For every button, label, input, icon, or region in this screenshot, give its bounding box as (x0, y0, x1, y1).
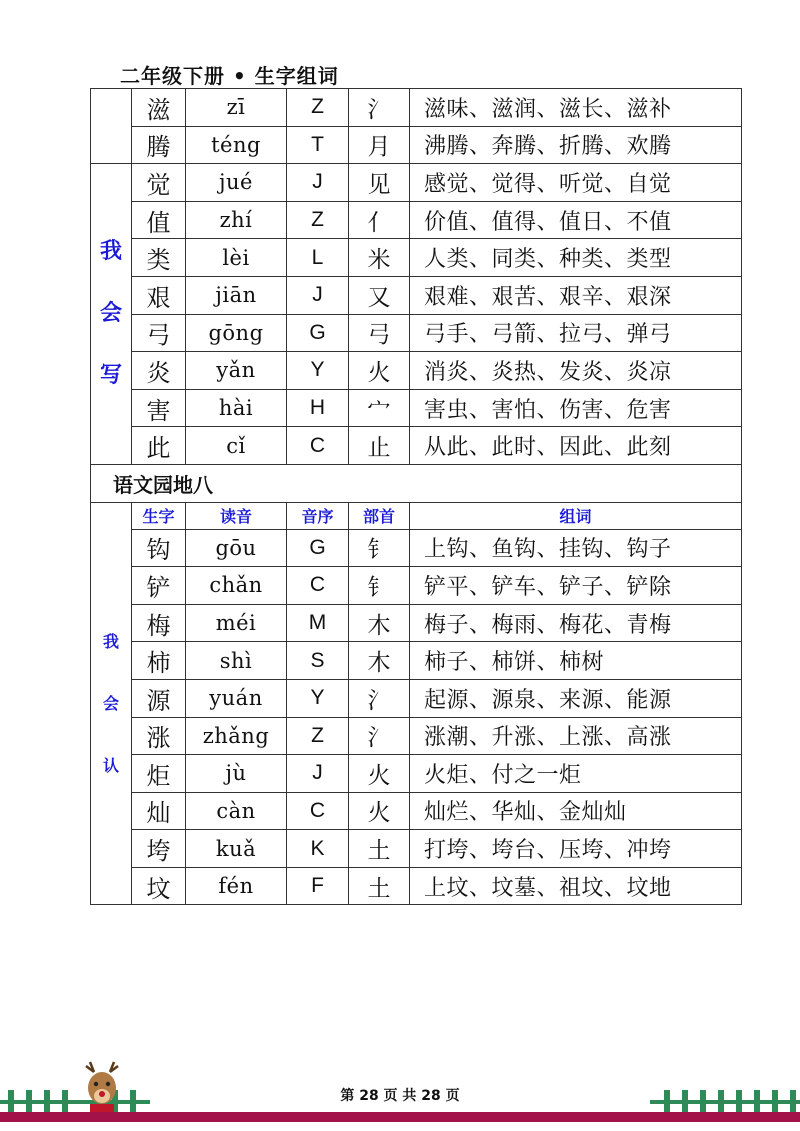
initial-letter-cell: Y (287, 679, 349, 717)
words-cell: 滋味、滋润、滋长、滋补 (410, 89, 742, 127)
radical-cell: 钅 (349, 567, 410, 605)
character-cell: 源 (132, 679, 186, 717)
table-row (91, 352, 742, 390)
words-cell: 价值、值得、值日、不值 (410, 201, 742, 239)
character-cell: 灿 (132, 792, 186, 830)
words-cell: 起源、源泉、来源、能源 (410, 679, 742, 717)
table-row (91, 679, 742, 717)
column-header-row (91, 502, 742, 529)
radical-cell: 火 (349, 755, 410, 793)
initial-letter-cell: J (287, 276, 349, 314)
section-label (91, 89, 132, 164)
character-cell: 坟 (132, 867, 186, 905)
radical-cell: 止 (349, 427, 410, 465)
initial-letter-cell: Z (287, 201, 349, 239)
section-heading-row (91, 464, 742, 502)
initial-letter-cell: L (287, 239, 349, 277)
initial-letter-cell: Z (287, 717, 349, 755)
initial-letter-cell: Y (287, 352, 349, 390)
radical-cell: 氵 (349, 679, 410, 717)
pinyin-cell: shì (186, 642, 287, 680)
character-cell: 梅 (132, 604, 186, 642)
pinyin-cell: lèi (186, 239, 287, 277)
section-label-char: 我 (99, 239, 122, 265)
initial-letter-cell: G (287, 529, 349, 567)
character-cell: 炎 (132, 352, 186, 390)
character-cell: 滋 (132, 89, 186, 127)
section-label-char: 认 (102, 755, 119, 775)
words-cell: 打垮、垮台、压垮、冲垮 (410, 830, 742, 868)
column-header-pinyin: 读音 (186, 502, 287, 529)
table-row (91, 314, 742, 352)
words-cell: 梅子、梅雨、梅花、青梅 (410, 604, 742, 642)
initial-letter-cell: S (287, 642, 349, 680)
radical-cell: 亻 (349, 201, 410, 239)
radical-cell: 木 (349, 604, 410, 642)
radical-cell: 米 (349, 239, 410, 277)
pinyin-cell: jiān (186, 276, 287, 314)
pinyin-cell: kuǎ (186, 830, 287, 868)
pinyin-cell: jù (186, 755, 287, 793)
radical-cell: 月 (349, 126, 410, 164)
initial-letter-cell: H (287, 389, 349, 427)
words-cell: 沸腾、奔腾、折腾、欢腾 (410, 126, 742, 164)
initial-letter-cell: C (287, 427, 349, 465)
words-cell: 铲平、铲车、铲子、铲除 (410, 567, 742, 605)
table-row (91, 89, 742, 127)
words-cell: 上钩、鱼钩、挂钩、钩子 (410, 529, 742, 567)
radical-cell: 氵 (349, 717, 410, 755)
radical-cell: 火 (349, 352, 410, 390)
radical-cell: 土 (349, 830, 410, 868)
section-label-char: 我 (102, 631, 119, 651)
character-cell: 炬 (132, 755, 186, 793)
table-row (91, 867, 742, 905)
words-cell: 害虫、害怕、伤害、危害 (410, 389, 742, 427)
pinyin-cell: gōng (186, 314, 287, 352)
page-title: 二年级下册 • 生字组词 (120, 64, 339, 88)
words-cell: 感觉、觉得、听觉、自觉 (410, 164, 742, 202)
pinyin-cell: téng (186, 126, 287, 164)
words-cell: 弓手、弓箭、拉弓、弹弓 (410, 314, 742, 352)
section-label-char: 会 (102, 693, 119, 713)
radical-cell: 见 (349, 164, 410, 202)
table-row (91, 389, 742, 427)
radical-cell: 木 (349, 642, 410, 680)
pinyin-cell: zī (186, 89, 287, 127)
footer-bar (0, 1112, 800, 1122)
character-cell: 艰 (132, 276, 186, 314)
character-cell: 铲 (132, 567, 186, 605)
table-row (91, 427, 742, 465)
table-row (91, 529, 742, 567)
initial-letter-cell: M (287, 604, 349, 642)
table-row (91, 604, 742, 642)
fence-right-icon (650, 1088, 800, 1114)
radical-cell: 宀 (349, 389, 410, 427)
pinyin-cell: cǐ (186, 427, 287, 465)
table-row (91, 276, 742, 314)
words-cell: 上坟、坟墓、祖坟、坟地 (410, 867, 742, 905)
table-row (91, 792, 742, 830)
pinyin-cell: zhǎng (186, 717, 287, 755)
column-header-radical: 部首 (349, 502, 410, 529)
words-cell: 涨潮、升涨、上涨、高涨 (410, 717, 742, 755)
column-header-char: 生字 (132, 502, 186, 529)
vocab-table (90, 88, 742, 905)
table-row (91, 755, 742, 793)
character-cell: 腾 (132, 126, 186, 164)
radical-cell: 又 (349, 276, 410, 314)
radical-cell: 氵 (349, 89, 410, 127)
character-cell: 值 (132, 201, 186, 239)
initial-letter-cell: J (287, 164, 349, 202)
words-cell: 艰难、艰苦、艰辛、艰深 (410, 276, 742, 314)
pinyin-cell: gōu (186, 529, 287, 567)
character-cell: 弓 (132, 314, 186, 352)
initial-letter-cell: T (287, 126, 349, 164)
section-label-char: 写 (99, 363, 122, 389)
table-row (91, 830, 742, 868)
words-cell: 消炎、炎热、发炎、炎凉 (410, 352, 742, 390)
radical-cell: 火 (349, 792, 410, 830)
character-cell: 此 (132, 427, 186, 465)
words-cell: 人类、同类、种类、类型 (410, 239, 742, 277)
table-row (91, 201, 742, 239)
section-label-char: 会 (99, 301, 122, 327)
reindeer-icon (76, 1058, 128, 1114)
words-cell: 火炬、付之一炬 (410, 755, 742, 793)
initial-letter-cell: F (287, 867, 349, 905)
table-row (91, 717, 742, 755)
pinyin-cell: yǎn (186, 352, 287, 390)
column-header-words: 组词 (410, 502, 742, 529)
table-row (91, 126, 742, 164)
radical-cell: 土 (349, 867, 410, 905)
initial-letter-cell: Z (287, 89, 349, 127)
column-header-letter: 音序 (287, 502, 349, 529)
pinyin-cell: fén (186, 867, 287, 905)
character-cell: 钩 (132, 529, 186, 567)
initial-letter-cell: K (287, 830, 349, 868)
character-cell: 害 (132, 389, 186, 427)
section-label (91, 502, 132, 905)
table-row (91, 239, 742, 277)
character-cell: 觉 (132, 164, 186, 202)
table-row (91, 642, 742, 680)
initial-letter-cell: J (287, 755, 349, 793)
radical-cell: 弓 (349, 314, 410, 352)
pinyin-cell: zhí (186, 201, 287, 239)
pinyin-cell: méi (186, 604, 287, 642)
page-number: 第 28 页 共 28 页 (340, 1088, 460, 1104)
character-cell: 涨 (132, 717, 186, 755)
section-label (91, 164, 132, 465)
table-row (91, 567, 742, 605)
radical-cell: 钅 (349, 529, 410, 567)
table-row (91, 164, 742, 202)
pinyin-cell: yuán (186, 679, 287, 717)
section-heading: 语文园地八 (91, 464, 742, 502)
initial-letter-cell: C (287, 792, 349, 830)
words-cell: 灿烂、华灿、金灿灿 (410, 792, 742, 830)
pinyin-cell: càn (186, 792, 287, 830)
character-cell: 垮 (132, 830, 186, 868)
initial-letter-cell: G (287, 314, 349, 352)
words-cell: 柿子、柿饼、柿树 (410, 642, 742, 680)
pinyin-cell: chǎn (186, 567, 287, 605)
character-cell: 类 (132, 239, 186, 277)
pinyin-cell: jué (186, 164, 287, 202)
pinyin-cell: hài (186, 389, 287, 427)
initial-letter-cell: C (287, 567, 349, 605)
words-cell: 从此、此时、因此、此刻 (410, 427, 742, 465)
character-cell: 柿 (132, 642, 186, 680)
